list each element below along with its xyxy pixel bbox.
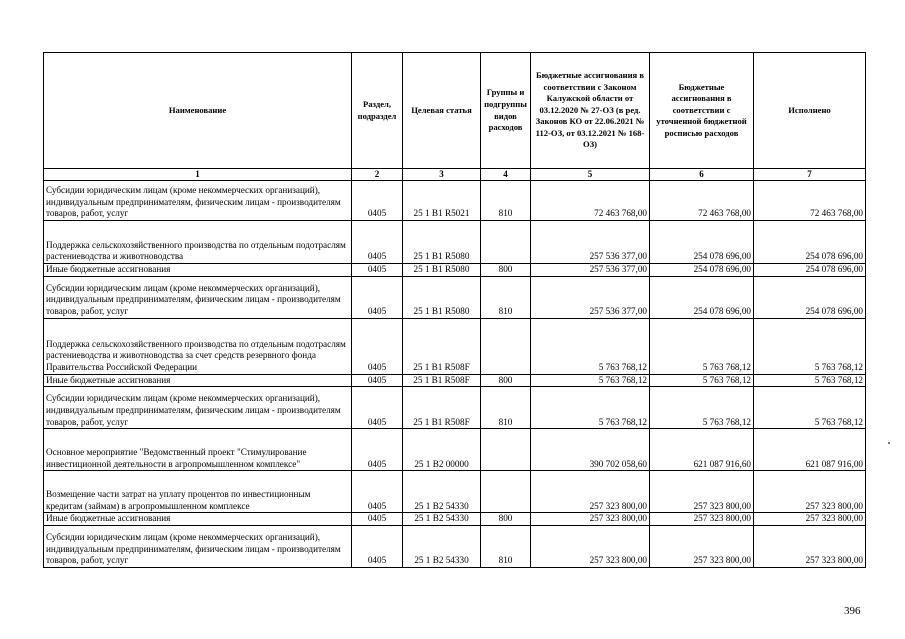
row-group: 800 [481,374,531,387]
row-section: 0405 [352,387,403,429]
row-name: Иные бюджетные ассигнования [44,513,352,526]
row-section: 0405 [352,429,403,471]
row-law-amount: 257 536 377,00 [531,221,650,264]
row-section: 0405 [352,264,403,277]
row-section: 0405 [352,318,403,374]
row-group [481,318,531,374]
row-section: 0405 [352,513,403,526]
table-row [44,318,866,374]
row-law-amount: 5 763 768,12 [531,374,650,387]
row-name: Субсидии юридическим лицам (кроме некоммерческих организаций), индивидуальным предпринимателям, физическим лицам - производителям товаров, работ, услуг [44,525,352,567]
table-row [44,429,866,471]
row-group: 800 [481,513,531,526]
col-number: 7 [754,169,866,181]
row-done-amount: 257 323 800,00 [754,525,866,567]
row-article: 25 1 B1 R508F [403,318,481,374]
row-refined-amount: 257 323 800,00 [650,471,754,513]
row-group: 800 [481,264,531,277]
table-row [44,181,866,221]
row-name: Субсидии юридическим лицам (кроме некоммерческих организаций), индивидуальным предпринимателям, физическим лицам - производителям товаров, работ, услуг [44,387,352,429]
table-row [44,264,866,277]
col-header-refined: Бюджетные ассигнования в соответствии с уточненной бюджетной росписью расходов [650,53,754,169]
row-law-amount: 257 323 800,00 [531,471,650,513]
row-group: 810 [481,276,531,318]
row-group: 810 [481,387,531,429]
table-row [44,276,866,318]
row-section: 0405 [352,374,403,387]
row-name: Иные бюджетные ассигнования [44,374,352,387]
table-body [44,181,866,568]
row-refined-amount: 5 763 768,12 [650,374,754,387]
col-header-law: Бюджетные ассигнования в соответствии с Законом Калужской области от 03.12.2020 № 27-ОЗ (в ред. Законов КО от 22.06.2021 № 112-ОЗ, от 03.12.2021 № 168-ОЗ) [531,53,650,169]
col-number: 2 [352,169,403,181]
col-number: 6 [650,169,754,181]
row-section: 0405 [352,471,403,513]
table-row [44,387,866,429]
row-name: Поддержка сельскохозяйственного производства по отдельным подотраслям растениеводства и животноводства за счет средств резервного фонда Правительства Российской Федерации [44,318,352,374]
col-header-article: Целевая статья [403,53,481,169]
row-refined-amount: 254 078 696,00 [650,221,754,264]
row-article: 25 1 B2 54330 [403,525,481,567]
col-number: 3 [403,169,481,181]
row-section: 0405 [352,181,403,221]
row-law-amount: 257 536 377,00 [531,276,650,318]
row-article: 25 1 B2 00000 [403,429,481,471]
row-refined-amount: 5 763 768,12 [650,387,754,429]
row-done-amount: 257 323 800,00 [754,513,866,526]
row-article: 25 1 B1 R5021 [403,181,481,221]
row-name: Возмещение части затрат на уплату процентов по инвестиционным кредитам (займам) в агропромышленном комплексе [44,471,352,513]
row-article: 25 1 B1 R508F [403,387,481,429]
row-done-amount: 621 087 916,00 [754,429,866,471]
row-article: 25 1 B1 R5080 [403,276,481,318]
row-law-amount: 257 536 377,00 [531,264,650,277]
table-row [44,471,866,513]
row-refined-amount: 72 463 768,00 [650,181,754,221]
row-name: Основное мероприятие "Ведомственный проект "Стимулирование инвестиционной деятельности в агропромышленном комплексе" [44,429,352,471]
row-name: Субсидии юридическим лицам (кроме некоммерческих организаций), индивидуальным предпринимателям, физическим лицам - производителям товаров, работ, услуг [44,181,352,221]
row-refined-amount: 257 323 800,00 [650,513,754,526]
row-law-amount: 5 763 768,12 [531,387,650,429]
row-done-amount: 254 078 696,00 [754,276,866,318]
row-section: 0405 [352,276,403,318]
row-name: Поддержка сельскохозяйственного производства по отдельным подотраслям растениеводства и животноводства [44,221,352,264]
row-article: 25 1 B2 54330 [403,471,481,513]
column-number-row [44,169,866,181]
row-article: 25 1 B1 R508F [403,374,481,387]
row-group [481,429,531,471]
row-law-amount: 5 763 768,12 [531,318,650,374]
col-number: 1 [44,169,352,181]
header-row [44,53,866,169]
row-done-amount: 257 323 800,00 [754,471,866,513]
col-header-done: Исполнено [754,53,866,169]
col-header-group: Группы и подгруппы видов расходов [481,53,531,169]
page-number: 396 [844,605,861,617]
row-article: 25 1 B1 R5080 [403,221,481,264]
row-refined-amount: 621 087 916,60 [650,429,754,471]
row-refined-amount: 5 763 768,12 [650,318,754,374]
table-row [44,525,866,567]
col-header-section: Раздел, подраздел [352,53,403,169]
row-name: Субсидии юридическим лицам (кроме некоммерческих организаций), индивидуальным предпринимателям, физическим лицам - производителям товаров, работ, услуг [44,276,352,318]
col-header-name: Наименование [44,53,352,169]
row-law-amount: 390 702 058,60 [531,429,650,471]
scan-speck [888,442,890,444]
row-law-amount: 257 323 800,00 [531,513,650,526]
row-article: 25 1 B2 54330 [403,513,481,526]
row-done-amount: 5 763 768,12 [754,387,866,429]
row-done-amount: 254 078 696,00 [754,264,866,277]
row-law-amount: 72 463 768,00 [531,181,650,221]
row-done-amount: 5 763 768,12 [754,318,866,374]
row-law-amount: 257 323 800,00 [531,525,650,567]
row-group [481,471,531,513]
row-section: 0405 [352,221,403,264]
row-refined-amount: 257 323 800,00 [650,525,754,567]
row-done-amount: 72 463 768,00 [754,181,866,221]
row-done-amount: 254 078 696,00 [754,221,866,264]
table-row [44,513,866,526]
col-number: 5 [531,169,650,181]
row-group: 810 [481,181,531,221]
table-row [44,374,866,387]
row-refined-amount: 254 078 696,00 [650,264,754,277]
row-group [481,221,531,264]
row-group: 810 [481,525,531,567]
row-section: 0405 [352,525,403,567]
budget-table [43,52,866,568]
row-name: Иные бюджетные ассигнования [44,264,352,277]
col-number: 4 [481,169,531,181]
table-row [44,221,866,264]
row-done-amount: 5 763 768,12 [754,374,866,387]
row-refined-amount: 254 078 696,00 [650,276,754,318]
row-article: 25 1 B1 R5080 [403,264,481,277]
